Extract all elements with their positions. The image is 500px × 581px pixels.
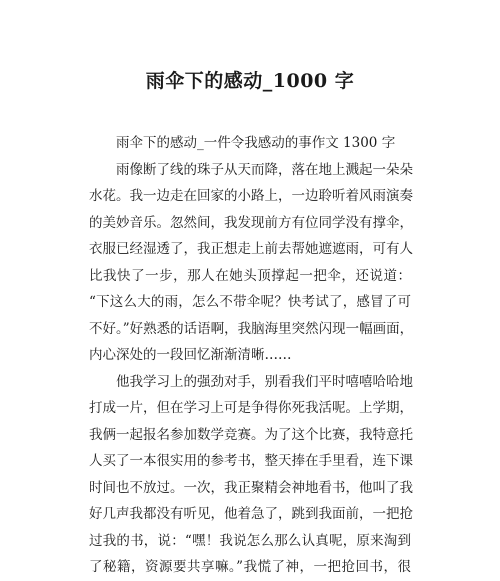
document-body (89, 130, 414, 581)
text-line: 雨伞下的感动_一件令我感动的事作文 1300 字 (116, 135, 396, 151)
text-line: 水花。我一边走在回家的小路上，一边聆听着风雨演奏 (89, 188, 413, 204)
text-line: 过我的书，说：“嘿！我说怎么那么认真呢，原来淘到 (89, 532, 411, 549)
text-line: 不好。”好熟悉的话语啊，我脑海里突然闪现一幅画面， (89, 320, 414, 337)
text-line: “下这么大的雨，怎么不带伞呢？快考试了，感冒了可 (89, 294, 411, 310)
text-line: 他我学习上的强劲对手，别看我们平时嘻嘻哈哈地 (116, 373, 413, 390)
text-line: 时间也不放过。一次，我正聚精会神地看书，他叫了我 (89, 479, 413, 496)
text-line: 好几声我都没有听见，他着急了，跳到我面前，一把抢 (89, 506, 413, 522)
text-line: 雨像断了线的珠子从天而降，落在地上溅起一朵朵 (116, 161, 413, 178)
text-line: 我俩一起报名参加数学竞赛。为了这个比赛，我特意托 (89, 426, 413, 443)
text-line: 了秘籍，资源要共享嘛。”我慌了神，一把抢回书，很 (89, 559, 411, 575)
text-line: 人买了一本很实用的参考书，整天捧在手里看，连下课 (89, 453, 413, 469)
text-line: 的美妙音乐。忽然间，我发现前方有位同学没有撑伞， (89, 214, 413, 231)
text-line: 衣服已经湿透了，我正想走上前去帮她遮遮雨，可有人 (89, 241, 413, 257)
text-line: 比我快了一步，那人在她头顶撑起一把伞，还说道： (89, 267, 411, 284)
document-title: 雨伞下的感动_1000 字 (145, 70, 355, 92)
text-line: 打成一片，但在学习上可是争得你死我活呢。上学期， (89, 400, 413, 416)
text-line: 内心深处的一段回忆渐渐清晰…… (89, 347, 292, 363)
